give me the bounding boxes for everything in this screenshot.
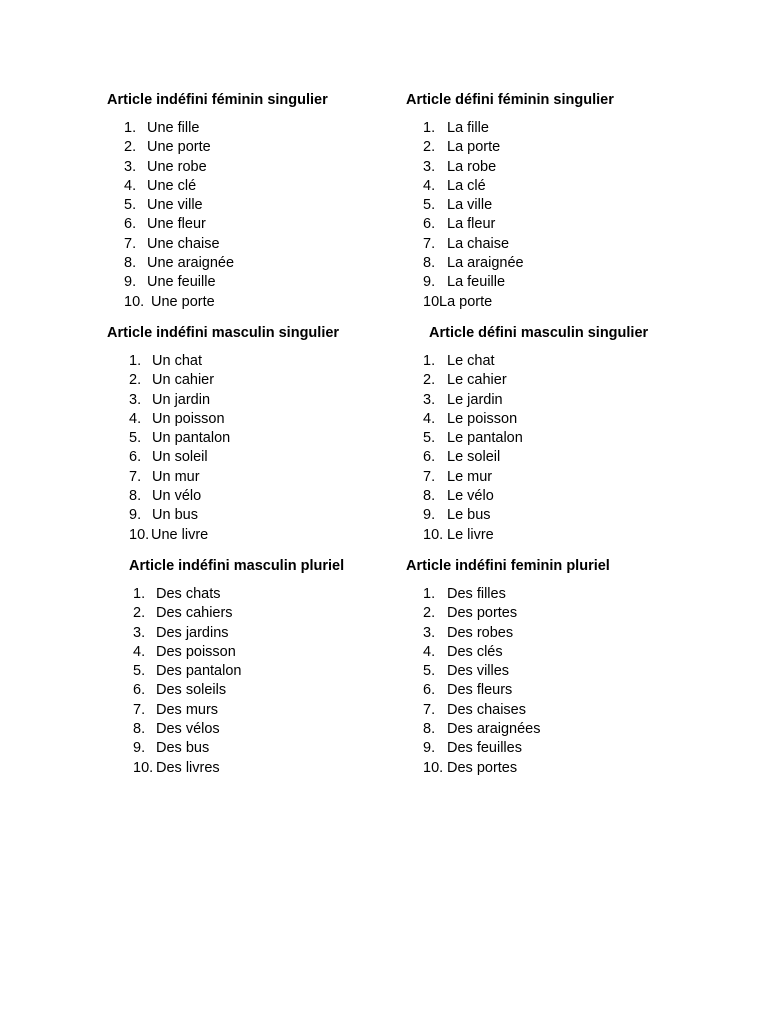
list-item-text: La robe: [447, 158, 497, 175]
list-item-number: 8.: [423, 255, 436, 272]
list-item-text: Une clé: [147, 177, 197, 194]
list-item-text: La porte: [447, 139, 501, 156]
list-item-text: Un cahier: [152, 372, 215, 389]
list-item-number: 4.: [423, 410, 436, 427]
list-item-number: 4.: [133, 643, 146, 660]
list-item-text: Le soleil: [447, 449, 501, 466]
section-indefini-masculin-pluriel: [129, 557, 345, 776]
list-item-text: Des pantalon: [156, 663, 242, 680]
list-item-text: Des filles: [447, 586, 506, 602]
list-item-number: 9.: [129, 507, 142, 524]
list-item-text: Un bus: [152, 507, 198, 524]
list-item-text: Des murs: [156, 701, 219, 718]
list-item-text: Le pantalon: [447, 430, 523, 447]
list-item-number: 4.: [129, 410, 142, 427]
list-item-number: 8.: [423, 721, 436, 738]
list-item-text: Des poisson: [156, 643, 236, 660]
list-item-number: 7.: [124, 235, 137, 252]
list-item-text: La araignée: [447, 255, 524, 272]
list-item-text: Une robe: [147, 158, 207, 175]
list-item-number: 1.: [124, 120, 137, 136]
list-item-text: Le livre: [447, 526, 494, 543]
list-item-text: Une fleur: [147, 216, 206, 233]
section-heading: Article indéfini masculin pluriel: [129, 558, 345, 574]
list-item-text: Des livres: [156, 759, 220, 776]
list-item-text: Des feuilles: [447, 740, 522, 757]
list-item-number: 2.: [423, 605, 436, 622]
list-item-number: 1.: [423, 586, 436, 602]
list-item-text: Des chats: [156, 586, 221, 602]
list-item-text: La chaise: [447, 235, 510, 252]
list-item-text: La fille: [447, 120, 489, 136]
list-item-number: 5.: [423, 197, 436, 214]
section-indefini-masculin-singulier: [107, 324, 340, 543]
list-item-number: 3.: [124, 158, 137, 175]
list-item-text: Le mur: [447, 468, 493, 485]
list-item-number: 3.: [423, 158, 436, 175]
list-item-number: 1.: [423, 353, 436, 369]
list-item-number: 10.: [423, 759, 444, 776]
list-item-text: Des vélos: [156, 721, 220, 738]
list-item-number: 6.: [423, 449, 436, 466]
list-item-text: La porte: [439, 293, 493, 310]
list-item-number: 10.: [423, 293, 444, 310]
list-item-number: 7.: [129, 468, 142, 485]
list-item-number: 10.: [129, 526, 150, 543]
list-item-number: 2.: [423, 372, 436, 389]
list-item-text: Des jardins: [156, 624, 229, 641]
section-indefini-feminin-pluriel: [406, 557, 610, 776]
list-item-number: 9.: [423, 274, 436, 291]
list-item-text: La fleur: [447, 216, 496, 233]
list-item-number: 7.: [423, 701, 436, 718]
list-item-number: 3.: [129, 391, 142, 408]
list-item-text: Des bus: [156, 740, 210, 757]
list-item-number: 6.: [129, 449, 142, 466]
list-item-text: Le vélo: [447, 488, 494, 505]
list-item-number: 4.: [423, 643, 436, 660]
list-item-number: 1.: [129, 353, 142, 369]
list-item-number: 3.: [423, 391, 436, 408]
list-item-number: 10.: [133, 759, 154, 776]
list-item-number: 3.: [423, 624, 436, 641]
list-item-number: 5.: [124, 197, 137, 214]
list-item-number: 5.: [423, 430, 436, 447]
list-item-text: Des soleils: [156, 682, 227, 699]
section-heading: Article indéfini feminin pluriel: [406, 558, 610, 574]
list-item-text: Un soleil: [152, 449, 208, 466]
list-item-number: 2.: [133, 605, 146, 622]
list-item-number: 5.: [133, 663, 146, 680]
list-item-text: Une livre: [151, 526, 209, 543]
list-item-text: La clé: [447, 177, 486, 194]
list-item-text: Le cahier: [447, 372, 507, 389]
list-item-text: Des chaises: [447, 701, 526, 718]
list-item-number: 3.: [133, 624, 146, 641]
list-item-number: 8.: [133, 721, 146, 738]
list-item-text: Le poisson: [447, 410, 518, 427]
list-item-number: 5.: [423, 663, 436, 680]
list-item-text: Des clés: [447, 643, 503, 660]
list-item-text: Des robes: [447, 624, 514, 641]
list-item-text: Une chaise: [147, 235, 220, 252]
list-item-number: 6.: [423, 682, 436, 699]
section-defini-masculin-singulier: [423, 324, 649, 543]
list-item-text: Des fleurs: [447, 682, 513, 699]
list-item-number: 9.: [124, 274, 137, 291]
section-indefini-feminin-singulier: [107, 91, 328, 310]
list-item-number: 2.: [124, 139, 137, 156]
list-item-number: 6.: [124, 216, 137, 233]
list-item-number: 10.: [124, 293, 145, 310]
list-item-text: Une araignée: [147, 255, 235, 272]
list-item-number: 9.: [423, 507, 436, 524]
list-item-number: 9.: [133, 740, 146, 757]
list-item-text: Un mur: [152, 468, 200, 485]
list-item-text: Des araignées: [447, 721, 541, 738]
list-item-text: Un vélo: [152, 488, 202, 505]
list-item-number: 8.: [124, 255, 137, 272]
list-item-text: La ville: [447, 197, 493, 214]
list-item-text: Des portes: [447, 605, 518, 622]
list-item-number: 2.: [129, 372, 142, 389]
list-item-number: 8.: [129, 488, 142, 505]
list-item-number: 9.: [423, 740, 436, 757]
section-heading: Article indéfini féminin singulier: [107, 92, 328, 108]
list-item-text: Des cahiers: [156, 605, 233, 622]
list-item-number: 2.: [423, 139, 436, 156]
list-item-number: 1.: [423, 120, 436, 136]
list-item-number: 8.: [423, 488, 436, 505]
list-item-text: Une ville: [147, 197, 203, 214]
list-item-number: 4.: [124, 177, 137, 194]
list-item-number: 6.: [133, 682, 146, 699]
list-item-number: 1.: [133, 586, 146, 602]
section-heading: Article défini masculin singulier: [429, 325, 649, 341]
list-item-text: Une fille: [147, 120, 200, 136]
list-item-text: Des villes: [447, 663, 510, 680]
list-item-number: 4.: [423, 177, 436, 194]
list-item-number: 6.: [423, 216, 436, 233]
list-item-text: Des portes: [447, 759, 518, 776]
section-heading: Article défini féminin singulier: [406, 92, 614, 108]
list-item-number: 10.: [423, 526, 444, 543]
list-item-text: Un poisson: [152, 410, 225, 427]
list-item-number: 7.: [133, 701, 146, 718]
list-item-text: Le jardin: [447, 391, 503, 408]
list-item-number: 5.: [129, 430, 142, 447]
list-item-number: 7.: [423, 235, 436, 252]
list-item-text: La feuille: [447, 274, 506, 291]
list-item-text: Un chat: [152, 353, 202, 369]
list-item-text: Une porte: [147, 139, 211, 156]
list-item-text: Un pantalon: [152, 430, 231, 447]
section-defini-feminin-singulier: [406, 91, 614, 310]
section-heading: Article indéfini masculin singulier: [107, 325, 340, 341]
list-item-number: 7.: [423, 468, 436, 485]
list-item-text: Le chat: [447, 353, 495, 369]
list-item-text: Un jardin: [152, 391, 211, 408]
list-item-text: Le bus: [447, 507, 491, 524]
list-item-text: Une feuille: [147, 274, 216, 291]
list-item-text: Une porte: [151, 293, 215, 310]
